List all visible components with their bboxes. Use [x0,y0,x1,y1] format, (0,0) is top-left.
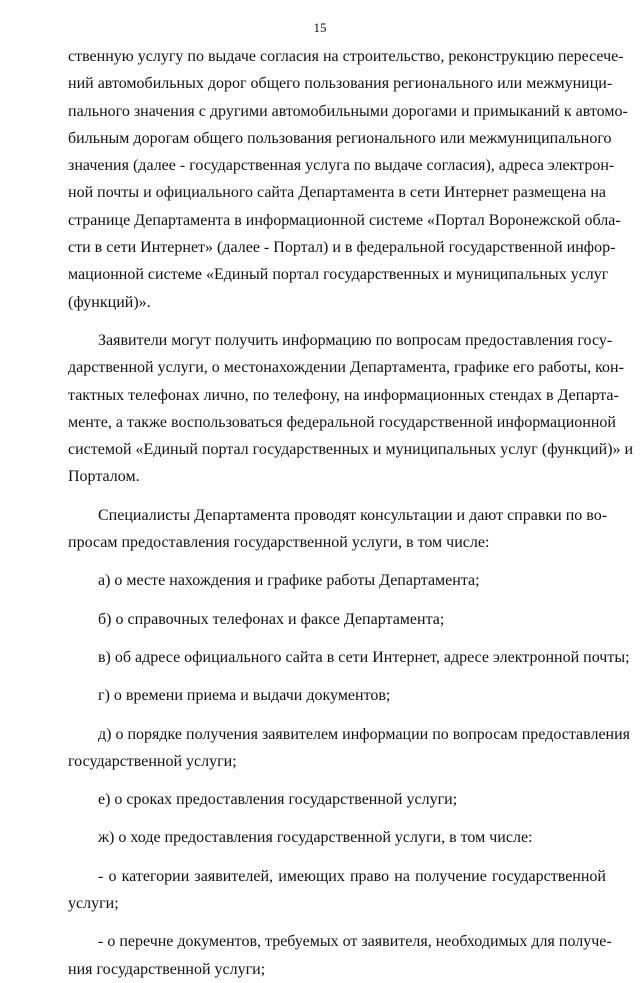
text-line: Специалисты Департамента проводят консультации и дают справки по во- [98,506,608,524]
document-body [68,43,634,983]
text-line: (функций)». [68,293,151,311]
text-line: ной почты и официального сайта Департамента в сети Интернет размещена на [68,184,606,202]
text-line: ния государственной услуги; [68,960,266,978]
text-line: бильным дорогам общего пользования регионального или межмуниципального [68,129,612,147]
text-line: д) о порядке получения заявителем информации по вопросам предоставления [98,725,631,743]
paragraph [68,43,628,316]
text-line: - о перечне документов, требуемых от заявителя, необходимых для получе- [98,933,612,951]
list-item [68,682,606,709]
text-line: мационной системе «Единый портал государственных и муниципальных услуг [68,266,609,284]
text-line: просам предоставления государственной услуги, в том числе: [68,534,490,552]
text-line: дарственной услуги, о местонахождении Департамента, графике его работы, кон- [68,359,624,377]
text-line: б) о справочных телефонах и факсе Департамента; [98,610,445,628]
list-item [68,567,606,594]
text-line: Заявители могут получить информацию по вопросам предоставления госу- [98,331,613,349]
list-item [68,928,612,983]
text-line: Порталом. [68,468,140,486]
list-item [68,606,606,633]
text-line: ж) о ходе предоставления государственной услуги, в том числе: [98,829,533,847]
list-item [68,786,606,813]
text-line: сти в сети Интернет» (далее - Портал) и в федеральной государственной инфор- [68,239,616,257]
text-line: а) о месте нахождения и графике работы Департамента; [98,572,480,590]
page-number: 15 [313,20,327,35]
text-line: в) об адресе официального сайта в сети Интернет, адресе электронной почты; [98,648,630,666]
paragraph [68,327,634,491]
list-item [68,863,606,918]
text-line: значения (далее - государственная услуга по выдаче согласия), адреса электрон- [68,157,615,175]
text-line: тактных телефонах лично, по телефону, на информационных стендах в Департа- [68,386,619,404]
text-line: менте, а также воспользоваться федеральной государственной информационной [68,413,616,431]
list-item [68,644,630,671]
text-line: г) о времени приема и выдачи документов; [98,687,391,705]
text-line: пального значения с другими автомобильными дорогами и примыканий к автомо- [68,102,628,120]
list-item [68,721,631,776]
text-line: ственную услугу по выдаче согласия на строительство, реконструкцию пересече- [68,48,624,65]
paragraph [68,502,606,557]
text-line: - о категории заявителей, имеющих право на получение государственной [98,867,606,885]
text-line: системой «Единый портал государственных и муниципальных услуг (функций)» и [68,441,634,459]
list-item [68,824,606,851]
text-line: услуги; [68,895,119,913]
text-line: ний автомобильных дорог общего пользования регионального или межмуници- [68,75,613,93]
text-line: государственной услуги; [68,752,237,770]
text-line: странице Департамента в информационной системе «Портал Воронежской обла- [68,211,621,229]
text-line: е) о сроках предоставления государственной услуги; [98,791,458,809]
